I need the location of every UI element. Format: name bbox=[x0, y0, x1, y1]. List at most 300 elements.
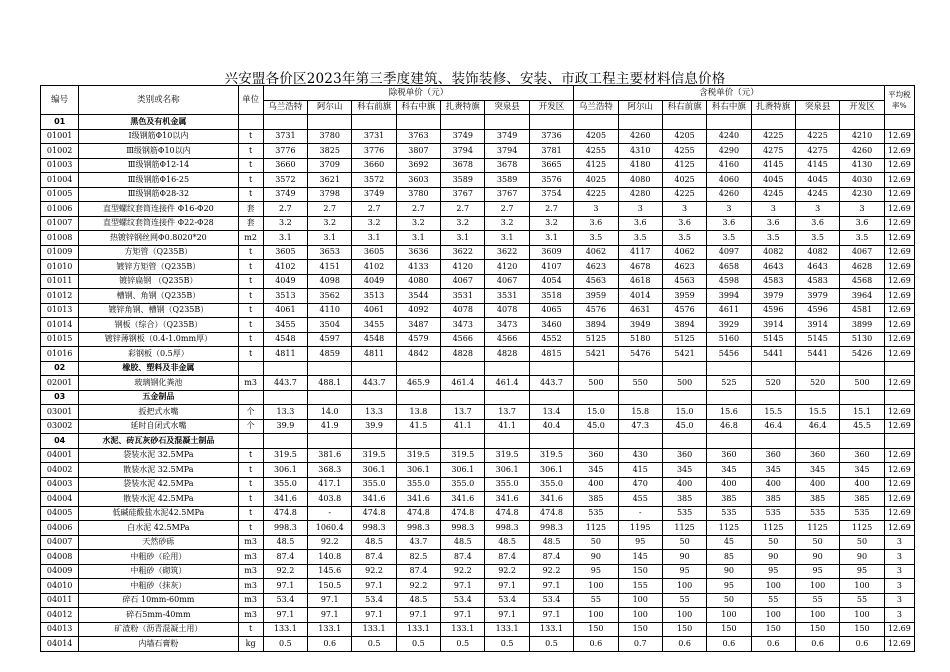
empty-price-cell bbox=[396, 361, 440, 376]
price-ex-tax: 341.6 bbox=[441, 492, 485, 507]
item-name: 彩钢板（0.5厚） bbox=[79, 347, 238, 362]
item-code: 04006 bbox=[41, 521, 79, 536]
price-ex-tax: 319.5 bbox=[263, 448, 307, 463]
item-unit: t bbox=[238, 463, 263, 478]
price-inc-tax: 4130 bbox=[840, 158, 884, 173]
item-name: Ⅰ级钢筋Φ10以内 bbox=[79, 129, 238, 144]
tax-rate: 12.69 bbox=[884, 477, 914, 492]
table-row bbox=[41, 579, 915, 594]
price-ex-tax: 3.1 bbox=[529, 231, 573, 246]
price-ex-tax: 3473 bbox=[485, 318, 529, 333]
header-region-inc: 乌兰浩特 bbox=[574, 100, 618, 115]
price-ex-tax: 4842 bbox=[396, 347, 440, 362]
price-inc-tax: 4045 bbox=[751, 173, 795, 188]
price-inc-tax: 150 bbox=[751, 622, 795, 637]
price-ex-tax: 3794 bbox=[441, 144, 485, 159]
item-name: 散装水泥 32.5MPa bbox=[79, 463, 238, 478]
price-inc-tax: 100 bbox=[662, 608, 706, 623]
price-ex-tax: 998.3 bbox=[485, 521, 529, 536]
price-ex-tax: 998.3 bbox=[529, 521, 573, 536]
price-ex-tax: 3.1 bbox=[308, 231, 352, 246]
price-ex-tax: 3731 bbox=[352, 129, 396, 144]
price-inc-tax: 360 bbox=[840, 448, 884, 463]
price-inc-tax: 520 bbox=[751, 376, 795, 391]
item-code: 01003 bbox=[41, 158, 79, 173]
price-ex-tax: 3605 bbox=[263, 245, 307, 260]
price-ex-tax: 82.5 bbox=[396, 550, 440, 565]
price-ex-tax: 53.4 bbox=[352, 593, 396, 608]
item-unit: m3 bbox=[238, 564, 263, 579]
item-code: 02001 bbox=[41, 376, 79, 391]
tax-rate: 12.69 bbox=[884, 405, 914, 420]
item-code: 04010 bbox=[41, 579, 79, 594]
price-inc-tax: 100 bbox=[795, 608, 839, 623]
price-ex-tax: 4092 bbox=[396, 303, 440, 318]
price-inc-tax: 90 bbox=[662, 550, 706, 565]
price-inc-tax: 55 bbox=[662, 593, 706, 608]
price-inc-tax: 4225 bbox=[751, 129, 795, 144]
price-ex-tax: 2.7 bbox=[485, 202, 529, 217]
item-code: 01005 bbox=[41, 187, 79, 202]
price-inc-tax: 0.6 bbox=[707, 637, 751, 652]
price-inc-tax: 45.0 bbox=[574, 419, 618, 434]
table-body bbox=[41, 115, 915, 652]
item-name: 矿渣粉（沥青混凝土用） bbox=[79, 622, 238, 637]
price-inc-tax: 155 bbox=[618, 579, 662, 594]
price-ex-tax: 92.2 bbox=[485, 564, 529, 579]
price-inc-tax: 4628 bbox=[840, 260, 884, 275]
price-ex-tax: 3780 bbox=[396, 187, 440, 202]
table-row bbox=[41, 260, 915, 275]
price-ex-tax: 3589 bbox=[485, 173, 529, 188]
table-row bbox=[41, 318, 915, 333]
item-unit: t bbox=[238, 245, 263, 260]
header-region-ex: 突泉县 bbox=[485, 100, 529, 115]
price-ex-tax: 3.1 bbox=[485, 231, 529, 246]
price-ex-tax: 97.1 bbox=[263, 608, 307, 623]
tax-rate: 12.69 bbox=[884, 173, 914, 188]
price-inc-tax: 3 bbox=[840, 202, 884, 217]
price-ex-tax: 133.1 bbox=[441, 622, 485, 637]
price-ex-tax: 41.1 bbox=[441, 419, 485, 434]
empty-price-cell bbox=[707, 115, 751, 130]
empty-price-cell bbox=[751, 361, 795, 376]
tax-rate: 12.69 bbox=[884, 521, 914, 536]
price-inc-tax: 55 bbox=[840, 593, 884, 608]
price-ex-tax: 4107 bbox=[529, 260, 573, 275]
price-inc-tax: 3959 bbox=[574, 289, 618, 304]
empty-price-cell bbox=[263, 434, 307, 449]
price-inc-tax: 3994 bbox=[707, 289, 751, 304]
price-inc-tax: 50 bbox=[795, 535, 839, 550]
price-ex-tax: 4080 bbox=[396, 274, 440, 289]
item-code: 01016 bbox=[41, 347, 79, 362]
price-ex-tax: 13.3 bbox=[263, 405, 307, 420]
price-inc-tax: 3.6 bbox=[840, 216, 884, 231]
price-inc-tax: 345 bbox=[840, 463, 884, 478]
empty-price-cell bbox=[485, 115, 529, 130]
price-inc-tax: 4611 bbox=[707, 303, 751, 318]
empty-price-cell bbox=[618, 361, 662, 376]
empty-price-cell bbox=[529, 361, 573, 376]
price-ex-tax: 87.4 bbox=[352, 550, 396, 565]
header-region-ex: 科右前旗 bbox=[352, 100, 396, 115]
price-inc-tax: 3.5 bbox=[574, 231, 618, 246]
item-code: 04005 bbox=[41, 506, 79, 521]
price-ex-tax: 145.6 bbox=[308, 564, 352, 579]
item-unit: m2 bbox=[238, 231, 263, 246]
price-inc-tax: 4275 bbox=[751, 144, 795, 159]
empty-price-cell bbox=[707, 390, 751, 405]
price-inc-tax: 4225 bbox=[662, 187, 706, 202]
price-ex-tax: 474.8 bbox=[441, 506, 485, 521]
price-ex-tax: 97.1 bbox=[352, 608, 396, 623]
price-inc-tax: 15.6 bbox=[707, 405, 751, 420]
price-ex-tax: 3798 bbox=[308, 187, 352, 202]
price-ex-tax: 319.5 bbox=[441, 448, 485, 463]
table-row bbox=[41, 463, 915, 478]
item-name: 钢板（综合）（Q235B） bbox=[79, 318, 238, 333]
price-ex-tax: 3794 bbox=[485, 144, 529, 159]
item-unit: kg bbox=[238, 637, 263, 652]
item-unit: 套 bbox=[238, 202, 263, 217]
price-inc-tax: 95 bbox=[795, 564, 839, 579]
item-name: 低碱硅酸盐水泥42.5MPa bbox=[79, 506, 238, 521]
price-inc-tax: 385 bbox=[574, 492, 618, 507]
price-inc-tax: 4025 bbox=[662, 173, 706, 188]
price-inc-tax: 4596 bbox=[795, 303, 839, 318]
table-row bbox=[41, 637, 915, 652]
table-row bbox=[41, 405, 915, 420]
price-ex-tax: 3660 bbox=[263, 158, 307, 173]
price-inc-tax: 1125 bbox=[707, 521, 751, 536]
price-inc-tax: 4245 bbox=[795, 187, 839, 202]
item-unit: t bbox=[238, 129, 263, 144]
price-inc-tax: 4205 bbox=[662, 129, 706, 144]
item-code: 03001 bbox=[41, 405, 79, 420]
price-inc-tax: 100 bbox=[840, 608, 884, 623]
price-ex-tax: 3749 bbox=[485, 129, 529, 144]
price-inc-tax: 5145 bbox=[751, 332, 795, 347]
header-avg-tax: 平均税率% bbox=[884, 86, 914, 115]
price-inc-tax: 4145 bbox=[751, 158, 795, 173]
item-code: 01009 bbox=[41, 245, 79, 260]
item-name: 延时自闭式水嘴 bbox=[79, 419, 238, 434]
item-name: Ⅲ级钢筋Φ16-25 bbox=[79, 173, 238, 188]
tax-rate: 12.69 bbox=[884, 216, 914, 231]
price-ex-tax: 4566 bbox=[485, 332, 529, 347]
price-ex-tax: 92.2 bbox=[441, 564, 485, 579]
price-inc-tax: 4082 bbox=[795, 245, 839, 260]
price-inc-tax: 415 bbox=[618, 463, 662, 478]
price-ex-tax: 4552 bbox=[529, 332, 573, 347]
price-ex-tax: 319.5 bbox=[485, 448, 529, 463]
price-inc-tax: 90 bbox=[795, 550, 839, 565]
price-inc-tax: 15.8 bbox=[618, 405, 662, 420]
price-ex-tax: 998.3 bbox=[352, 521, 396, 536]
price-ex-tax: 3.2 bbox=[352, 216, 396, 231]
price-inc-tax: 345 bbox=[707, 463, 751, 478]
price-ex-tax: 3.2 bbox=[263, 216, 307, 231]
price-ex-tax: 41.1 bbox=[485, 419, 529, 434]
price-inc-tax: 4583 bbox=[795, 274, 839, 289]
item-code: 04007 bbox=[41, 535, 79, 550]
item-code: 01014 bbox=[41, 318, 79, 333]
price-ex-tax: 48.5 bbox=[263, 535, 307, 550]
item-unit: t bbox=[238, 260, 263, 275]
price-inc-tax: 3.5 bbox=[751, 231, 795, 246]
price-inc-tax: 520 bbox=[795, 376, 839, 391]
price-ex-tax: 474.8 bbox=[485, 506, 529, 521]
price-ex-tax: 13.7 bbox=[441, 405, 485, 420]
item-code: 04002 bbox=[41, 463, 79, 478]
empty-rate-cell bbox=[884, 390, 914, 405]
price-inc-tax: 4205 bbox=[574, 129, 618, 144]
price-ex-tax: 4859 bbox=[308, 347, 352, 362]
price-inc-tax: 90 bbox=[574, 550, 618, 565]
header-region-inc: 科右前旗 bbox=[662, 100, 706, 115]
price-inc-tax: 4290 bbox=[707, 144, 751, 159]
price-inc-tax: 0.6 bbox=[840, 637, 884, 652]
sheet-title: 兴安盟各价区2023年第三季度建筑、装饰装修、安装、市政工程主要材料信息价格 bbox=[224, 71, 726, 87]
item-code: 01007 bbox=[41, 216, 79, 231]
price-ex-tax: 474.8 bbox=[263, 506, 307, 521]
price-ex-tax: 355.0 bbox=[352, 477, 396, 492]
price-ex-tax: 355.0 bbox=[263, 477, 307, 492]
price-inc-tax: 150 bbox=[618, 564, 662, 579]
empty-price-cell bbox=[840, 390, 884, 405]
item-code: 04013 bbox=[41, 622, 79, 637]
price-ex-tax: 355.0 bbox=[396, 477, 440, 492]
price-ex-tax: 3731 bbox=[263, 129, 307, 144]
category-code: 01 bbox=[41, 115, 79, 130]
price-inc-tax: 4310 bbox=[618, 144, 662, 159]
price-inc-tax: 4180 bbox=[618, 158, 662, 173]
empty-price-cell bbox=[308, 390, 352, 405]
item-name: 镀锌扁钢 （Q235B） bbox=[79, 274, 238, 289]
price-ex-tax: 13.4 bbox=[529, 405, 573, 420]
price-inc-tax: 3979 bbox=[751, 289, 795, 304]
price-inc-tax: 95 bbox=[840, 564, 884, 579]
item-unit: t bbox=[238, 448, 263, 463]
item-unit: t bbox=[238, 347, 263, 362]
price-inc-tax: 4255 bbox=[662, 144, 706, 159]
price-inc-tax: 535 bbox=[662, 506, 706, 521]
price-ex-tax: 3572 bbox=[263, 173, 307, 188]
price-ex-tax: 381.6 bbox=[308, 448, 352, 463]
header-region-ex: 开发区 bbox=[529, 100, 573, 115]
price-ex-tax: 0.5 bbox=[485, 637, 529, 652]
price-inc-tax: 50 bbox=[662, 535, 706, 550]
price-inc-tax: 4225 bbox=[795, 129, 839, 144]
price-inc-tax: 4230 bbox=[840, 187, 884, 202]
item-unit: t bbox=[238, 144, 263, 159]
price-ex-tax: 4566 bbox=[441, 332, 485, 347]
price-ex-tax: 306.1 bbox=[441, 463, 485, 478]
item-unit: m3 bbox=[238, 608, 263, 623]
price-ex-tax: 488.1 bbox=[308, 376, 352, 391]
price-inc-tax: 4067 bbox=[840, 245, 884, 260]
price-inc-tax: 4576 bbox=[662, 303, 706, 318]
price-ex-tax: 133.1 bbox=[485, 622, 529, 637]
item-code: 01006 bbox=[41, 202, 79, 217]
price-inc-tax: 0.6 bbox=[751, 637, 795, 652]
empty-price-cell bbox=[751, 390, 795, 405]
price-inc-tax: 3.6 bbox=[574, 216, 618, 231]
price-ex-tax: 443.7 bbox=[263, 376, 307, 391]
price-inc-tax: 345 bbox=[662, 463, 706, 478]
price-inc-tax: 360 bbox=[795, 448, 839, 463]
price-ex-tax: 92.2 bbox=[263, 564, 307, 579]
item-unit: t bbox=[238, 187, 263, 202]
price-ex-tax: 443.7 bbox=[529, 376, 573, 391]
table-row bbox=[41, 187, 915, 202]
tax-rate: 12.69 bbox=[884, 260, 914, 275]
price-inc-tax: 55 bbox=[795, 593, 839, 608]
table-row bbox=[41, 492, 915, 507]
item-name: 袋装水泥 42.5MPa bbox=[79, 477, 238, 492]
price-inc-tax: 4210 bbox=[840, 129, 884, 144]
item-name: 散装水泥 42.5MPa bbox=[79, 492, 238, 507]
price-ex-tax: 403.8 bbox=[308, 492, 352, 507]
item-name: 镀锌方矩管（Q235B） bbox=[79, 260, 238, 275]
tax-rate: 12.69 bbox=[884, 231, 914, 246]
empty-price-cell bbox=[352, 390, 396, 405]
price-ex-tax: 133.1 bbox=[308, 622, 352, 637]
header-region-inc: 突泉县 bbox=[795, 100, 839, 115]
item-name: 中粗砂（抹灰） bbox=[79, 579, 238, 594]
item-unit: t bbox=[238, 492, 263, 507]
price-inc-tax: 535 bbox=[751, 506, 795, 521]
item-code: 01002 bbox=[41, 144, 79, 159]
empty-price-cell bbox=[707, 434, 751, 449]
price-ex-tax: 97.1 bbox=[263, 579, 307, 594]
category-row bbox=[41, 390, 915, 405]
price-ex-tax: 3.2 bbox=[308, 216, 352, 231]
price-ex-tax: 2.7 bbox=[263, 202, 307, 217]
price-inc-tax: 4125 bbox=[574, 158, 618, 173]
tax-rate: 12.69 bbox=[884, 144, 914, 159]
price-ex-tax: 3763 bbox=[396, 129, 440, 144]
empty-price-cell bbox=[396, 434, 440, 449]
price-inc-tax: 1125 bbox=[795, 521, 839, 536]
category-row bbox=[41, 434, 915, 449]
header-name: 类别或名称 bbox=[79, 86, 238, 115]
table-row bbox=[41, 477, 915, 492]
empty-price-cell bbox=[840, 115, 884, 130]
price-inc-tax: 5125 bbox=[662, 332, 706, 347]
price-ex-tax: 4102 bbox=[352, 260, 396, 275]
empty-price-cell bbox=[751, 115, 795, 130]
price-inc-tax: 4260 bbox=[840, 144, 884, 159]
empty-price-cell bbox=[263, 115, 307, 130]
price-inc-tax: 90 bbox=[751, 550, 795, 565]
price-inc-tax: 5426 bbox=[840, 347, 884, 362]
price-ex-tax: 3455 bbox=[352, 318, 396, 333]
price-ex-tax: 3776 bbox=[263, 144, 307, 159]
empty-price-cell bbox=[263, 390, 307, 405]
price-inc-tax: 150 bbox=[795, 622, 839, 637]
table-row bbox=[41, 332, 915, 347]
price-ex-tax: 0.5 bbox=[529, 637, 573, 652]
empty-price-cell bbox=[441, 434, 485, 449]
price-ex-tax: 2.7 bbox=[308, 202, 352, 217]
price-ex-tax: 306.1 bbox=[352, 463, 396, 478]
price-inc-tax: 3.6 bbox=[662, 216, 706, 231]
empty-price-cell bbox=[396, 115, 440, 130]
header-region-ex: 科右中旗 bbox=[396, 100, 440, 115]
price-inc-tax: 45.5 bbox=[840, 419, 884, 434]
tax-rate: 3 bbox=[884, 608, 914, 623]
price-inc-tax: 15.5 bbox=[751, 405, 795, 420]
price-inc-tax: 4160 bbox=[707, 158, 751, 173]
price-ex-tax: 4098 bbox=[308, 274, 352, 289]
price-inc-tax: 0.6 bbox=[574, 637, 618, 652]
price-ex-tax: 319.5 bbox=[396, 448, 440, 463]
price-ex-tax: - bbox=[308, 506, 352, 521]
price-ex-tax: 92.2 bbox=[352, 564, 396, 579]
price-inc-tax: 400 bbox=[662, 477, 706, 492]
price-inc-tax: 400 bbox=[707, 477, 751, 492]
price-inc-tax: 3914 bbox=[795, 318, 839, 333]
price-ex-tax: 4811 bbox=[263, 347, 307, 362]
price-inc-tax: 100 bbox=[751, 608, 795, 623]
tax-rate: 12.69 bbox=[884, 289, 914, 304]
price-ex-tax: 14.0 bbox=[308, 405, 352, 420]
tax-rate: 12.69 bbox=[884, 419, 914, 434]
empty-price-cell bbox=[662, 390, 706, 405]
price-inc-tax: 46.4 bbox=[795, 419, 839, 434]
price-ex-tax: 3.1 bbox=[396, 231, 440, 246]
price-ex-tax: 3678 bbox=[441, 158, 485, 173]
item-unit: t bbox=[238, 506, 263, 521]
price-inc-tax: 535 bbox=[707, 506, 751, 521]
price-inc-tax: 385 bbox=[751, 492, 795, 507]
tax-rate: 3 bbox=[884, 579, 914, 594]
price-inc-tax: 455 bbox=[618, 492, 662, 507]
price-ex-tax: 3754 bbox=[529, 187, 573, 202]
price-ex-tax: 0.5 bbox=[396, 637, 440, 652]
item-name: 天然砂砾 bbox=[79, 535, 238, 550]
price-inc-tax: 1195 bbox=[618, 521, 662, 536]
table-row bbox=[41, 289, 915, 304]
item-code: 04003 bbox=[41, 477, 79, 492]
price-inc-tax: 4260 bbox=[707, 187, 751, 202]
price-ex-tax: 140.8 bbox=[308, 550, 352, 565]
price-inc-tax: 0.6 bbox=[795, 637, 839, 652]
price-inc-tax: 0.7 bbox=[618, 637, 662, 652]
price-inc-tax: 5441 bbox=[751, 347, 795, 362]
price-inc-tax: 50 bbox=[707, 593, 751, 608]
price-ex-tax: 0.5 bbox=[352, 637, 396, 652]
price-ex-tax: 40.4 bbox=[529, 419, 573, 434]
category-code: 03 bbox=[41, 390, 79, 405]
empty-price-cell bbox=[662, 434, 706, 449]
price-inc-tax: 3929 bbox=[707, 318, 751, 333]
price-ex-tax: 0.6 bbox=[308, 637, 352, 652]
price-inc-tax: 360 bbox=[751, 448, 795, 463]
table-row bbox=[41, 506, 915, 521]
tax-rate: 12.69 bbox=[884, 332, 914, 347]
price-inc-tax: 100 bbox=[618, 593, 662, 608]
price-inc-tax: 535 bbox=[574, 506, 618, 521]
price-ex-tax: 3665 bbox=[529, 158, 573, 173]
price-ex-tax: 133.1 bbox=[352, 622, 396, 637]
price-ex-tax: 3.2 bbox=[485, 216, 529, 231]
empty-price-cell bbox=[529, 115, 573, 130]
price-inc-tax: 150 bbox=[618, 622, 662, 637]
empty-price-cell bbox=[441, 361, 485, 376]
